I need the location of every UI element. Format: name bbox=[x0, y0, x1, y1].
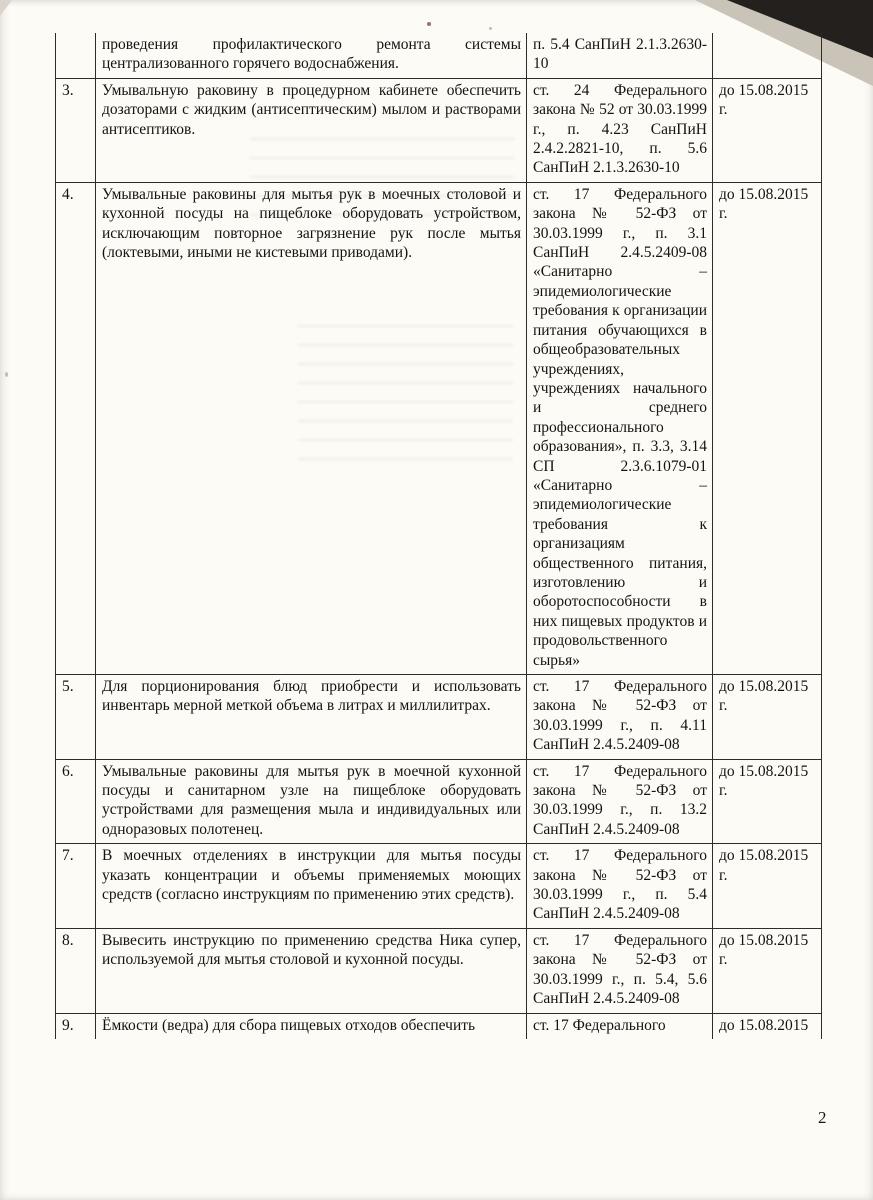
deadline-cell: до 15.08.2015 bbox=[713, 1013, 822, 1039]
ink-speck bbox=[427, 22, 431, 26]
ink-speck bbox=[489, 27, 492, 30]
deadline-cell: до 15.08.2015 г. bbox=[713, 844, 822, 929]
table-row bbox=[56, 78, 822, 182]
row-number-cell: 6. bbox=[56, 759, 96, 844]
table-row bbox=[56, 1013, 822, 1039]
requirement-cell: Умывальные раковины для мытья рук в моечной кухонной посуды и санитарном узле на пищеблоке оборудовать устройствами для размещения мыла и индивидуальных или одноразовых полотенец. bbox=[96, 759, 527, 844]
row-number-cell: 4. bbox=[56, 182, 96, 674]
deadline-cell: до 15.08.2015 г. bbox=[713, 182, 822, 674]
deadline-cell: до 15.08.2015 г. bbox=[713, 675, 822, 760]
page-number: 2 bbox=[818, 1108, 827, 1127]
requirement-cell: В моечных отделениях в инструкции для мытья посуды указать концентрации и объемы применяемых моющих средств (согласно инструкциям по применению этих средств). bbox=[96, 844, 527, 929]
legal-basis-cell: ст. 17 Федерального закона № 52-ФЗ от 30.03.1999 г., п. 13.2 СанПиН 2.4.5.2409-08 bbox=[527, 759, 713, 844]
row-number-cell: 5. bbox=[56, 675, 96, 760]
row-number-cell: 3. bbox=[56, 78, 96, 182]
scan-edge-artifact bbox=[0, 0, 12, 16]
row-number-cell: 8. bbox=[56, 928, 96, 1013]
row-number-cell bbox=[56, 33, 96, 78]
row-number-cell: 9. bbox=[56, 1013, 96, 1039]
requirement-cell: Вывесить инструкцию по применению средства Ника супер, используемой для мытья столовой и кухонной посуды. bbox=[96, 928, 527, 1013]
requirement-cell: проведения профилактического ремонта системы централизованного горячего водоснабжения. bbox=[96, 33, 527, 78]
deadline-cell: до 15.08.2015 г. bbox=[713, 78, 822, 182]
table-row bbox=[56, 182, 822, 674]
requirement-cell: Умывальную раковину в процедурном кабинете обеспечить дозаторами с жидким (антисептическим) мылом и растворами антисептиков. bbox=[96, 78, 527, 182]
ink-speck bbox=[5, 372, 8, 377]
table-row bbox=[56, 759, 822, 844]
table-row bbox=[56, 928, 822, 1013]
requirement-cell: Ёмкости (ведра) для сбора пищевых отходов обеспечить bbox=[96, 1013, 527, 1039]
legal-basis-cell: ст. 17 Федерального закона № 52-ФЗ от 30.03.1999 г., п. 4.11 СанПиН 2.4.5.2409-08 bbox=[527, 675, 713, 760]
legal-basis-cell: ст. 17 Федерального закона № 52-ФЗ от 30.03.1999 г., п. 5.4, 5.6 СанПиН 2.4.5.2409-08 bbox=[527, 928, 713, 1013]
legal-basis-cell: ст. 17 Федерального закона № 52-ФЗ от 30.03.1999 г., п. 5.4 СанПиН 2.4.5.2409-08 bbox=[527, 844, 713, 929]
legal-basis-cell: ст. 17 Федерального bbox=[527, 1013, 713, 1039]
legal-basis-cell: ст. 17 Федерального закона № 52-ФЗ от 30.03.1999 г., п. 3.1 СанПиН 2.4.5.2409-08 «Санитарно – эпидемиологические требования к организации питания обучающихся в общеобразовательных учреждениях, учреждениях начального и среднего профессионального образования», п. 3.3, 3.14 СП 2.3.6.1079-01 «Санитарно – эпидемиологические требования к организациям общественного питания, изготовлению и оборотоспособности в них пищевых продуктов и продовольственного сырья» bbox=[527, 182, 713, 674]
requirements-table-body bbox=[56, 33, 822, 1039]
requirement-cell: Умывальные раковины для мытья рук в моечных столовой и кухонной посуды на пищеблоке оборудовать устройством, исключающим повторное загрязнение рук после мытья (локтевыми, иными не кистевыми приводами). bbox=[96, 182, 527, 674]
table-row bbox=[56, 844, 822, 929]
requirements-table bbox=[55, 33, 822, 1039]
deadline-cell: до 15.08.2015 г. bbox=[713, 759, 822, 844]
requirement-cell: Для порционирования блюд приобрести и использовать инвентарь мерной меткой объема в литрах и миллилитрах. bbox=[96, 675, 527, 760]
legal-basis-cell: ст. 24 Федерального закона № 52 от 30.03.1999 г., п. 4.23 СанПиН 2.4.2.2821-10, п. 5.6 СанПиН 2.1.3.2630-10 bbox=[527, 78, 713, 182]
table-row bbox=[56, 675, 822, 760]
legal-basis-cell: п. 5.4 СанПиН 2.1.3.2630-10 bbox=[527, 33, 713, 78]
table-row bbox=[56, 33, 822, 78]
deadline-cell bbox=[713, 33, 822, 78]
deadline-cell: до 15.08.2015 г. bbox=[713, 928, 822, 1013]
row-number-cell: 7. bbox=[56, 844, 96, 929]
